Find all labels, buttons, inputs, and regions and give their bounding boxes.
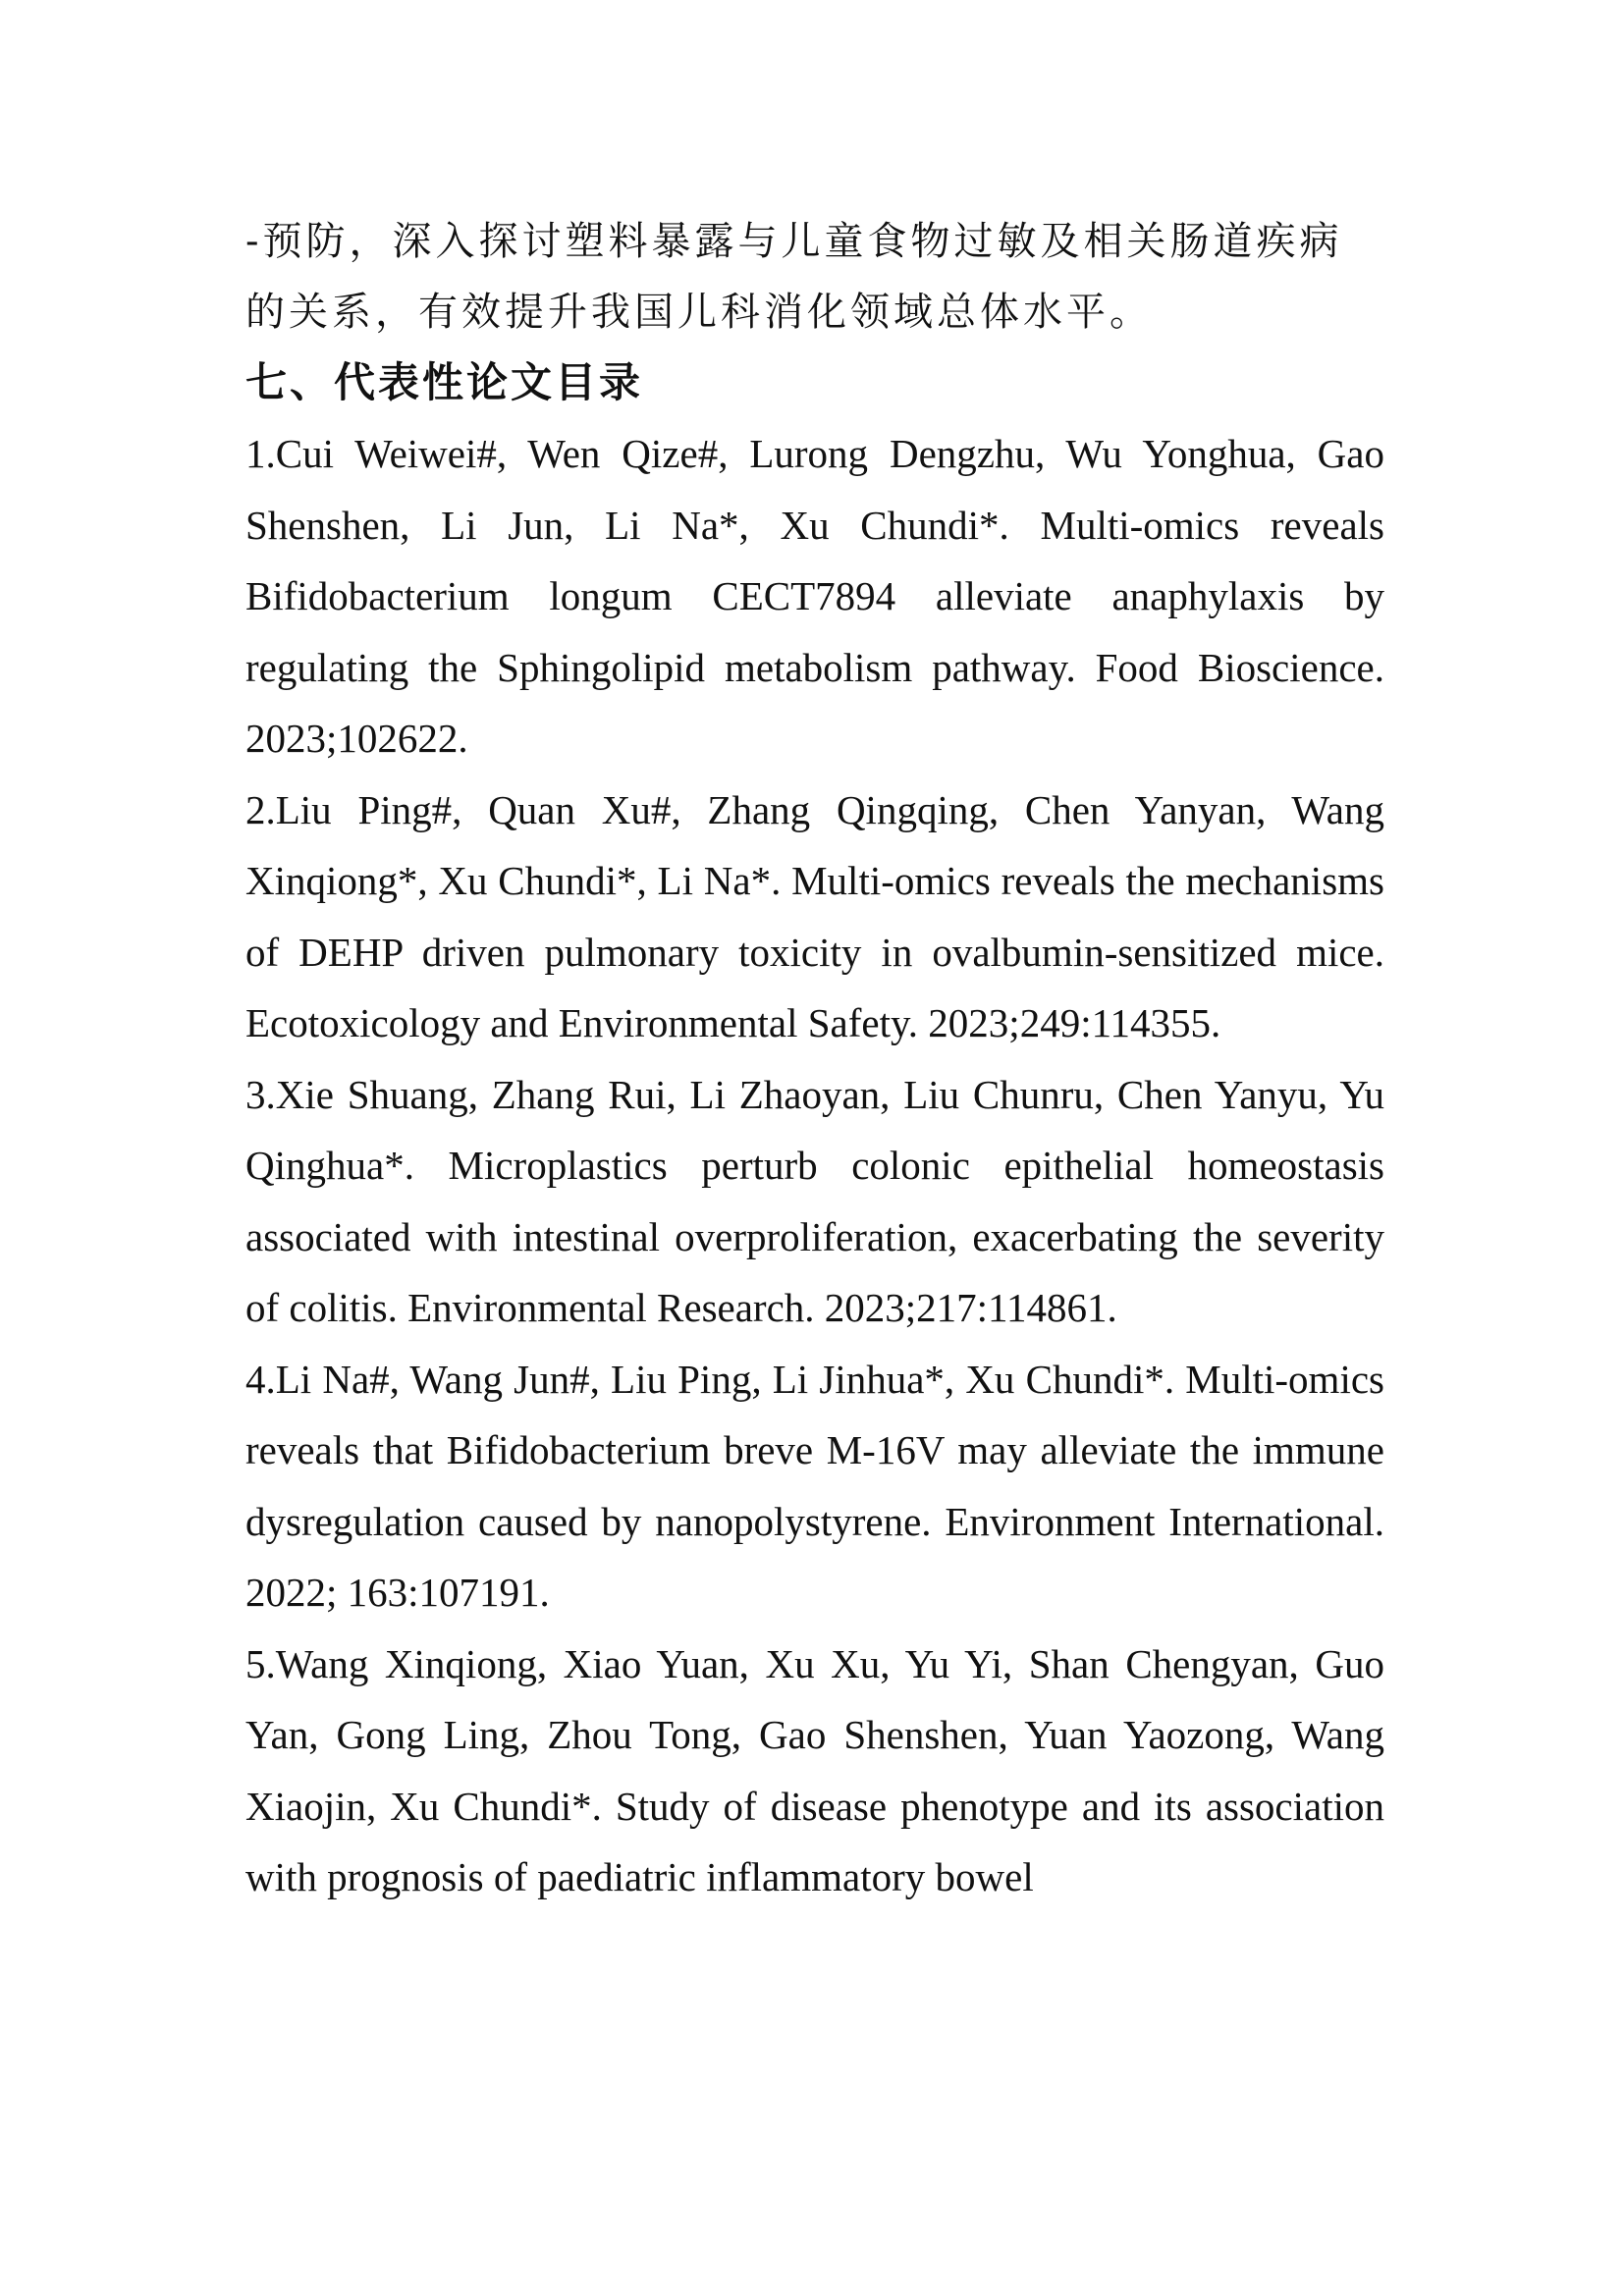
reference-item: 1.Cui Weiwei#, Wen Qize#, Lurong Dengzhu, Wu Yonghua, Gao Shenshen, Li Jun, Li Na*, Xu Chundi*. Multi-omics reveals Bifidobacterium longum CECT7894 alleviate anaphylaxis by regulating the Sphingolipid metabolism pathway. Food Bioscience. 2023;102622. [245,431,1384,761]
reference-item: 4.Li Na#, Wang Jun#, Liu Ping, Li Jinhua*, Xu Chundi*. Multi-omics reveals that Bifidobacterium breve M-16V may alleviate the immune dysregulation caused by nanopolystyrene. Environment International. 2022; 163:107191. [245,1356,1384,1615]
reference-item: 2.Liu Ping#, Quan Xu#, Zhang Qingqing, Chen Yanyan, Wang Xinqiong*, Xu Chundi*, Li Na*. Multi-omics reveals the mechanisms of DEHP driven pulmonary toxicity in ovalbumin-sensitized mice. Ecotoxicology and Environmental Safety. 2023;249:114355. [245,786,1384,1045]
reference-item: 3.Xie Shuang, Zhang Rui, Li Zhaoyan, Liu Chunru, Chen Yanyu, Yu Qinghua*. Microplastics perturb colonic epithelial homeostasis associated with intestinal overproliferation, exacerbating the severity of colitis. Environmental Research. 2023;217:114861. [245,1071,1384,1330]
section-heading: 七、代表性论文目录 [245,358,644,406]
reference-item: 5.Wang Xinqiong, Xiao Yuan, Xu Xu, Yu Yi, Shan Chengyan, Guo Yan, Gong Ling, Zhou Tong, Gao Shenshen, Yuan Yaozong, Wang Xiaojin, Xu Chundi*. Study of disease phenotype and its association with prognosis of paediatric inflammatory bowel [245,1640,1384,1899]
document-page [245,206,1384,1913]
intro-paragraph: -预防，深入探讨塑料暴露与儿童食物过敏及相关肠道疾病的关系，有效提升我国儿科消化领域总体水平。 [245,219,1343,335]
